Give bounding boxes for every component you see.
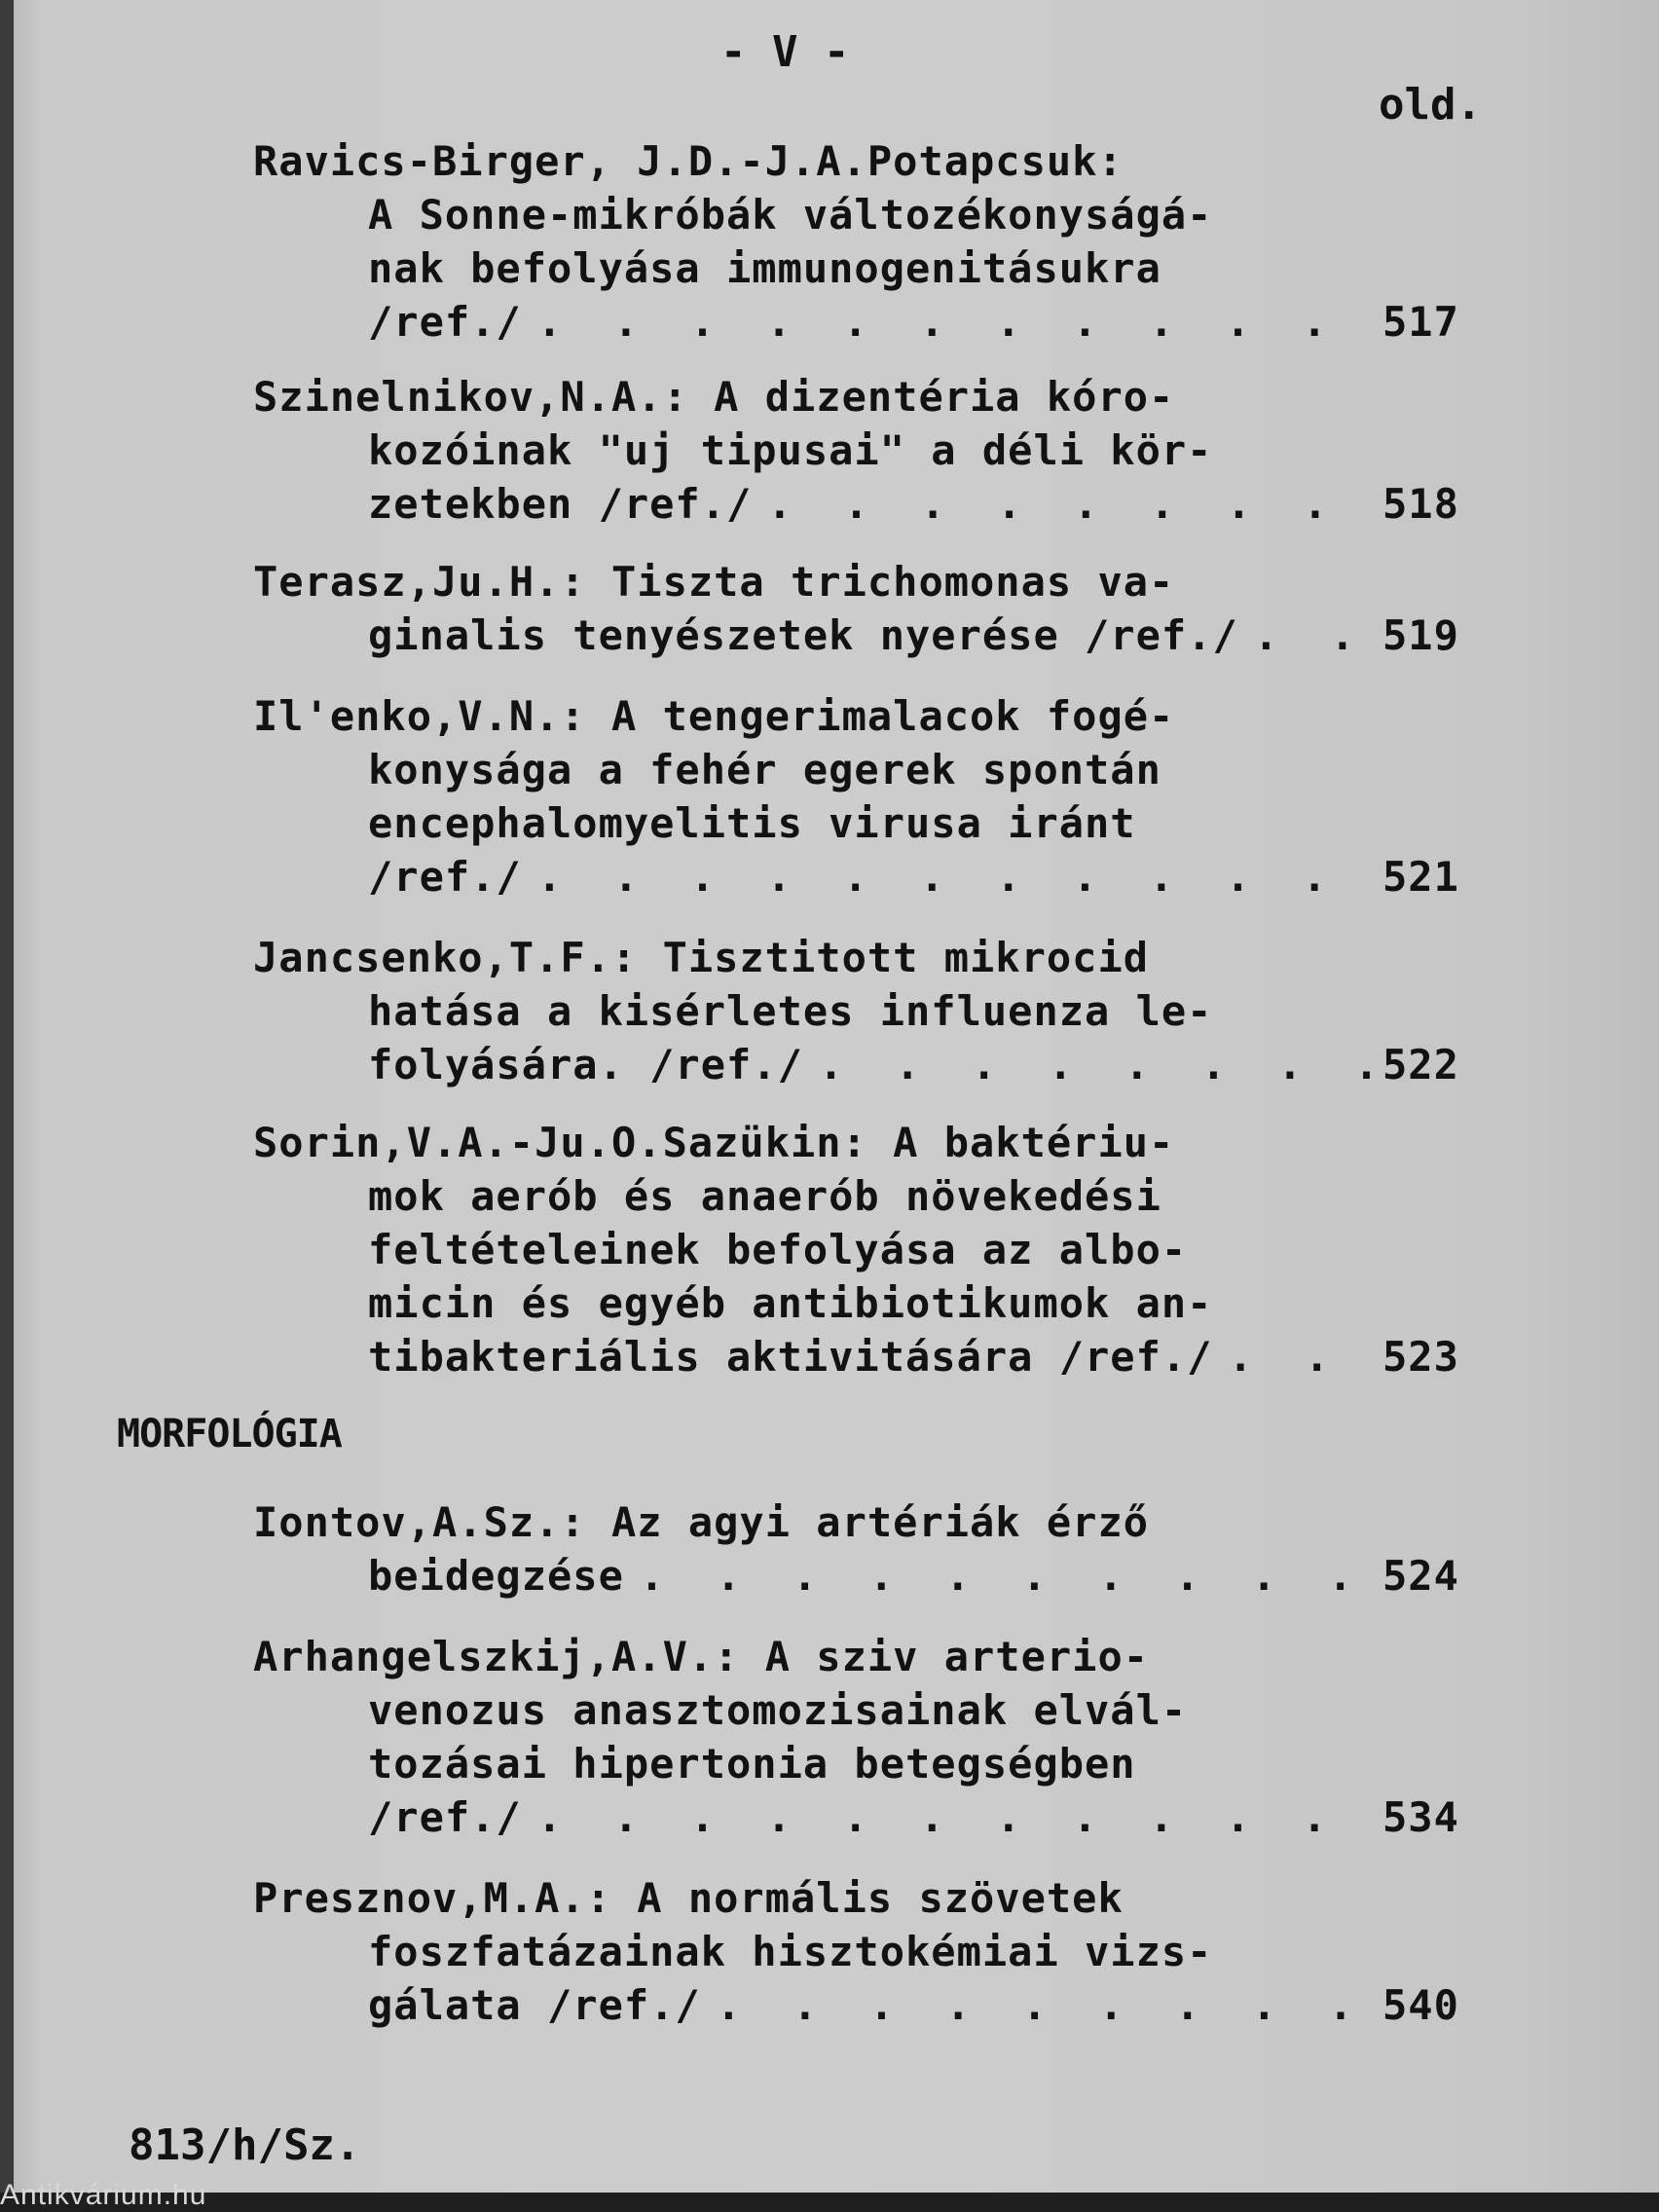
entry-line: Iontov,A.Sz.: Az agyi artériák érző (253, 1498, 1150, 1546)
entry-line: Ravics-Birger, J.D.-J.A.Potapcsuk: (253, 137, 1124, 185)
dot-leader (767, 477, 1373, 531)
entry-line: Arhangelszkij,A.V.: A sziv arterio- (253, 1633, 1150, 1680)
entry-line: foszfatázainak hisztokémiai vizs- (368, 1928, 1213, 1975)
entry-page-number: 521 (1382, 853, 1459, 901)
entry-last-line (253, 1549, 1480, 1603)
entry-line: Szinelnikov,N.A.: A dizentéria kóro- (253, 373, 1175, 421)
toc-entry (253, 1495, 1480, 1603)
entry-page-number: 524 (1382, 1552, 1459, 1600)
entry-line: micin és egyéb antibiotikumok an- (368, 1279, 1213, 1327)
entry-page-number: 518 (1382, 480, 1459, 528)
entry-line: Sorin,V.A.-Ju.O.Sazükin: A baktériu- (253, 1119, 1175, 1166)
toc-entry (253, 134, 1480, 349)
page-number: - V - (720, 27, 850, 77)
dot-leader (717, 1978, 1373, 2032)
entry-last-line (253, 295, 1480, 349)
entry-line: /ref./ (368, 298, 522, 346)
entry-last-line (253, 1978, 1480, 2032)
dot-leader (537, 295, 1373, 349)
entry-line: tibakteriális aktivitására /ref./ (368, 1333, 1213, 1381)
toc-entry (253, 1116, 1480, 1383)
entry-page-number: 517 (1382, 298, 1459, 346)
entry-last-line (253, 850, 1480, 903)
entry-page-number: 523 (1382, 1333, 1459, 1381)
entry-line: hatása a kisérletes influenza le- (368, 987, 1213, 1035)
entry-line: Jancsenko,T.F.: Tisztitott mikrocid (253, 934, 1150, 981)
dot-leader (640, 1549, 1373, 1603)
entry-page-number: 540 (1382, 1981, 1459, 2029)
section-heading: MORFOLÓGIA (117, 1412, 342, 1456)
toc-entry (253, 370, 1480, 531)
entry-line: /ref./ (368, 853, 522, 901)
entry-last-line (253, 477, 1480, 531)
entry-line: gálata /ref./ (368, 1981, 701, 2029)
dot-leader (1228, 1330, 1373, 1383)
footer-code: 813/h/Sz. (129, 2120, 361, 2170)
dot-leader (1254, 608, 1373, 662)
entry-line: zetekben /ref./ (368, 480, 753, 528)
entry-line: Presznov,M.A.: A normális szövetek (253, 1874, 1124, 1922)
entry-line: folyására. /ref./ (368, 1041, 803, 1088)
entry-last-line (253, 608, 1480, 662)
page-left-edge (0, 0, 14, 2212)
entry-last-line (253, 1790, 1480, 1844)
entry-line: nak befolyása immunogenitásukra (368, 244, 1161, 292)
page-bottom-edge (0, 2193, 1659, 2212)
entry-page-number: 522 (1382, 1041, 1459, 1088)
entry-line: encephalomyelitis virusa iránt (368, 799, 1136, 847)
entry-line: konysága a fehér egerek spontán (368, 746, 1161, 793)
toc-entry (253, 1630, 1480, 1844)
toc-entry (253, 689, 1480, 903)
toc-entry (253, 555, 1480, 662)
entry-line: kozóinak "uj tipusai" a déli kör- (368, 426, 1213, 474)
entry-line: mok aerób és anaerób növekedési (368, 1172, 1161, 1220)
entry-line: feltételeinek befolyása az albo- (368, 1226, 1188, 1273)
entry-line: Terasz,Ju.H.: Tiszta trichomonas va- (253, 558, 1175, 606)
page-column-label: old. (1379, 80, 1482, 129)
entry-last-line (253, 1330, 1480, 1383)
entry-line: venozus anasztomozisainak elvál- (368, 1686, 1188, 1734)
entry-page-number: 534 (1382, 1793, 1459, 1841)
entry-line: ginalis tenyészetek nyerése /ref./ (368, 611, 1238, 659)
entry-line: /ref./ (368, 1793, 522, 1841)
toc-entry (253, 1871, 1480, 2032)
dot-leader (819, 1038, 1373, 1091)
entry-line: Il'enko,V.N.: A tengerimalacok fogé- (253, 692, 1175, 740)
entry-line: beidegzése (368, 1552, 624, 1600)
entry-line: A Sonne-mikróbák változékonyságá- (368, 191, 1213, 239)
entry-line: tozásai hipertonia betegségben (368, 1740, 1136, 1788)
dot-leader (537, 1790, 1373, 1844)
watermark: Antikvárium.hu (0, 2179, 207, 2211)
toc-entry (253, 931, 1480, 1091)
entry-page-number: 519 (1382, 611, 1459, 659)
entry-last-line (253, 1038, 1480, 1091)
dot-leader (537, 850, 1373, 903)
